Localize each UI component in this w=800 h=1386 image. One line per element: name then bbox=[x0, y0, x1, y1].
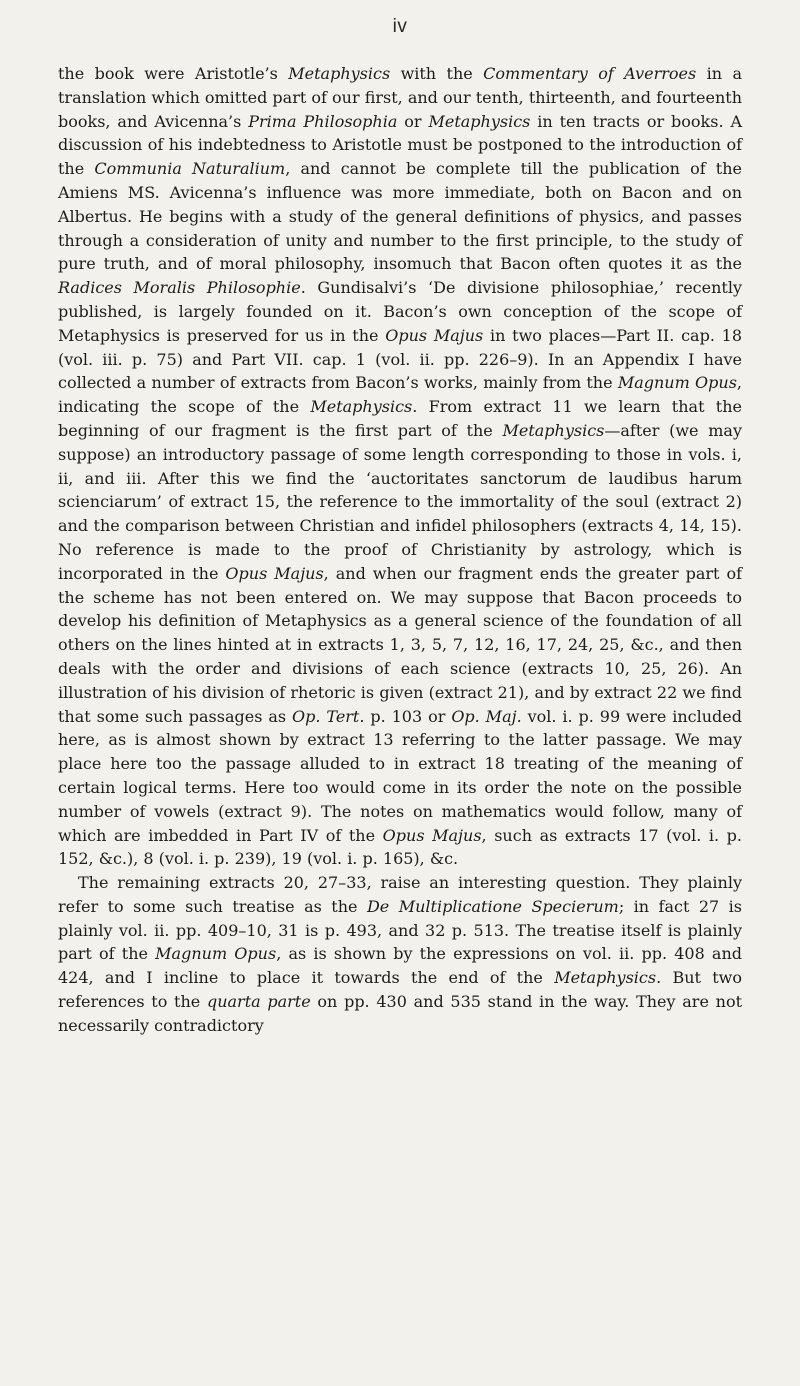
text-run: the book were Aristotle’s bbox=[58, 64, 289, 83]
text-run: with the bbox=[390, 64, 484, 83]
text-run: p. 103 or bbox=[364, 706, 452, 726]
text-run: . Gundisalvi’s ‘De divisione philosophiae,’ recently published, is largely founded on it. Bacon’s own conception of the scope of Metaphysics is preserved for us in the bbox=[58, 278, 742, 345]
text-run: . But two references to the bbox=[58, 968, 743, 1012]
italic-text-run: quarta parte bbox=[206, 992, 311, 1012]
italic-text-run: Opus Majus bbox=[382, 825, 482, 845]
italic-text-run: Metaphysics bbox=[554, 968, 657, 988]
italic-text-run: Opus Majus bbox=[225, 563, 324, 583]
text-run: , indicating the scope of the bbox=[58, 373, 742, 417]
text-run: , and cannot be complete till the publication of the Amiens MS. Avicenna’s influence was more immediate, both on Bacon and on Albertus. He begins with a study of the general definitions of physics, and passes through a consideration of unity and number to the first principle, to the study of pure truth, and of moral philosophy, insomuch that Bacon often quotes it as the bbox=[58, 159, 742, 274]
italic-text-run: Op. Maj. bbox=[451, 706, 522, 726]
text-run: , and when our fragment ends the greater part of the scheme has not been entered on. We may suppose that Bacon proceeds to develop his definition of Metaphysics as a general science of the foundation of all others on the lines hinted at in extracts 1, 3, 5, 7, 12, 16, 17, 24, 25, &c., and then deals with the order and divisions of each science (extracts 10, 25, 26). An illustration of his division of rhetoric is given (extract 21), and by extract 22 we find that some such passages as bbox=[58, 563, 742, 726]
italic-text-run: Metaphysics bbox=[428, 111, 531, 131]
text-run: The remaining extracts 20, 27–33, raise an interesting question. They plainly refer to some such treatise as the bbox=[58, 873, 742, 916]
italic-text-run: Magnum Opus bbox=[155, 944, 277, 964]
text-run: in two places—Part II. cap. 18 (vol. iii. p. 75) and Part VII. cap. 1 (vol. ii. pp. 226–9). In an Appendix I have collected a number of extracts from Bacon’s works, mainly from the bbox=[58, 325, 743, 393]
italic-text-run: Opus Majus bbox=[385, 325, 484, 345]
body-text bbox=[58, 62, 742, 1038]
text-run: , as is shown by the expressions on vol. ii. pp. 408 and 424, and I incline to place it towards the end of the bbox=[58, 944, 743, 988]
text-run: . From extract 11 we learn that the beginning of our fragment is the first part of the bbox=[58, 397, 743, 440]
text-run: in ten tracts or books. A discussion of his indebtedness to Aristotle must be postponed to the introduction of the bbox=[58, 111, 743, 179]
italic-text-run: Metaphysics bbox=[502, 420, 605, 440]
italic-text-run: Commentary of Averroes bbox=[483, 64, 697, 83]
paragraph-2 bbox=[58, 871, 742, 1038]
text-run: or bbox=[397, 111, 429, 131]
text-run: —after (we may suppose) an introductory passage of some length corresponding to those in vols. i, ii, and iii. After this we find the ‘auctoritates sanctorum de laudibus harum scienciarum’ of extract 15, the reference to the immortality of the soul (extract 2) and the comparison between Christian and infidel philosophers (extracts 4, 14, 15). No reference is made to the proof of Christianity by astrology, which is incorporated in the bbox=[58, 420, 742, 583]
text-run: in a translation which omitted part of our first, and our tenth, thirteenth, and fourteenth books, and Avicenna’s bbox=[58, 64, 743, 131]
text-run: , such as extracts 17 (vol. i. p. 152, &c.), 8 (vol. i. p. 239), 19 (vol. i. p. 165), &c. bbox=[58, 825, 743, 869]
italic-text-run: De Multiplicatione Specierum bbox=[366, 896, 619, 916]
italic-text-run: Prima Philosophia bbox=[248, 111, 398, 131]
italic-text-run: Metaphysics bbox=[288, 64, 391, 83]
paragraph-1 bbox=[58, 62, 742, 871]
italic-text-run: Communia Naturalium bbox=[94, 159, 286, 179]
page-number: iv bbox=[392, 16, 408, 37]
text-run: vol. i. p. 99 were included here, as is almost shown by extract 13 referring to the latter passage. We may place here too the passage alluded to in extract 18 treating of the meaning of certain logical terms. Here too would come in its order the note on the possible number of vowels (extract 9). The notes on mathematics would follow, many of which are imbedded in Part IV of the bbox=[58, 706, 743, 845]
italic-text-run: Op. Tert. bbox=[292, 706, 365, 726]
italic-text-run: Radices Moralis Philosophie bbox=[58, 278, 301, 298]
text-run: ; in fact 27 is plainly vol. ii. pp. 409–10, 31 is p. 493, and 32 p. 513. The treatise itself is plainly part of the bbox=[58, 896, 742, 964]
text-run: on pp. 430 and 535 stand in the way. They are not necessarily contradictory bbox=[58, 992, 743, 1035]
italic-text-run: Metaphysics bbox=[310, 397, 413, 417]
italic-text-run: Magnum Opus bbox=[617, 373, 737, 393]
